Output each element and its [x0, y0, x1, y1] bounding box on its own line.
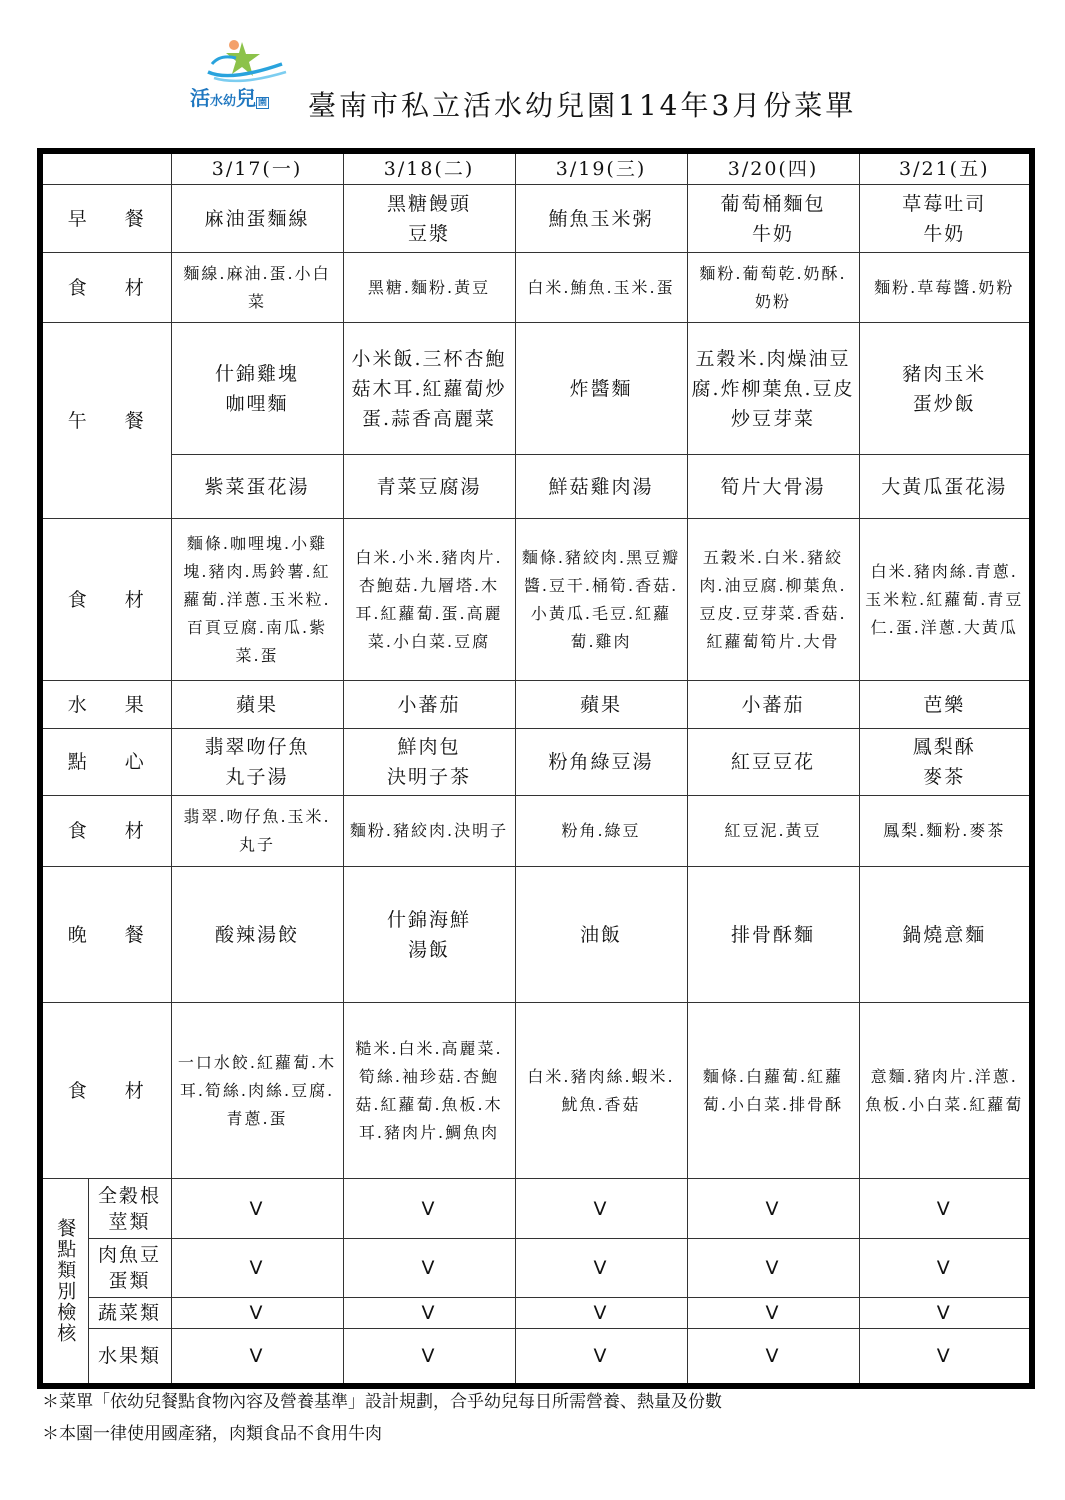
lunch-dish	[515, 323, 687, 455]
label-char: 食	[67, 276, 89, 299]
lunch-soup	[687, 455, 859, 519]
breakfast-dish	[171, 185, 343, 253]
ingredient-cell-text: 鳳梨.麵粉.麥茶	[883, 821, 1006, 840]
check-cell	[687, 1239, 859, 1298]
row-label-breakfast	[40, 185, 171, 253]
category-label	[88, 1179, 171, 1239]
category-label	[88, 1298, 171, 1329]
check-row	[40, 1179, 1032, 1239]
check-cell	[859, 1298, 1032, 1329]
label-char: 水	[67, 693, 89, 716]
ingredient-cell-text: 白米.小米.豬肉片.杏鮑菇.九層塔.木耳.紅蘿蔔.蛋.高麗菜.小白菜.豆腐	[355, 547, 503, 651]
dinner-dish-text: 排骨酥麵	[730, 923, 815, 946]
ingredient-cell	[859, 1003, 1032, 1179]
lunch-soup	[171, 455, 343, 519]
breakfast-dish	[687, 185, 859, 253]
footnotes	[42, 1386, 722, 1450]
breakfast-dish-text: 草莓吐司 牛奶	[902, 192, 987, 245]
fruit-cell	[859, 681, 1032, 729]
label-char: 晚	[67, 923, 89, 946]
ingredient-cell	[859, 796, 1032, 867]
ingredient-cell-text: 白米.豬肉絲.蝦米.魷魚.香菇	[527, 1066, 675, 1114]
fruit-cell	[515, 681, 687, 729]
dinner-dish-text: 油飯	[579, 923, 622, 946]
row-label-ingredients	[40, 1003, 171, 1179]
snack-dish	[687, 729, 859, 796]
ingredient-cell-text: 黑糖.麵粉.黃豆	[367, 277, 491, 297]
footnote: ＊本園一律使用國產豬，肉類食品不食用牛肉	[42, 1424, 382, 1444]
breakfast-dish	[859, 185, 1032, 253]
check-cell	[171, 1239, 343, 1298]
lunch-soup-text: 大黃瓜蛋花湯	[881, 475, 1008, 498]
category-text: 肉魚豆蛋類	[97, 1244, 161, 1292]
check-mark-icon: V	[936, 1257, 952, 1279]
day-header	[515, 151, 687, 185]
fruit-cell	[687, 681, 859, 729]
fruit-cell-text: 小蕃茄	[741, 693, 805, 716]
logo-char: 活	[190, 86, 210, 110]
lunch-soup	[343, 455, 515, 519]
ingredient-cell-text: 翡翠.吻仔魚.玉米.丸子	[183, 807, 331, 854]
dinner-dish	[171, 867, 343, 1003]
ingredient-cell	[515, 1003, 687, 1179]
row-label-ingredients	[40, 253, 171, 323]
check-mark-icon: V	[249, 1257, 265, 1279]
ingredient-cell-text: 麵粉.葡萄乾.奶酥.奶粉	[699, 263, 847, 311]
ingredient-cell	[687, 1003, 859, 1179]
check-mark-icon: V	[765, 1302, 781, 1324]
ingredient-cell-text: 麵粉.草莓醬.奶粉	[874, 277, 1015, 297]
logo-star-wave-icon	[190, 38, 300, 84]
label-char: 材	[124, 276, 146, 299]
check-mark-icon: V	[421, 1344, 437, 1367]
ingredient-cell	[687, 796, 859, 867]
check-row	[40, 1329, 1032, 1386]
label-char: 食	[67, 820, 89, 842]
day-header	[343, 151, 515, 185]
ingredient-cell-text: 麵條.白蘿蔔.紅蘿蔔.小白菜.排骨酥	[702, 1066, 844, 1114]
check-mark-icon: V	[421, 1257, 437, 1279]
day-header	[859, 151, 1032, 185]
row-label-ingredients	[40, 796, 171, 867]
snack-dish	[515, 729, 687, 796]
check-group-label	[40, 1179, 88, 1386]
day-label: 3/21(五)	[899, 158, 990, 180]
check-cell	[687, 1179, 859, 1239]
date-header-row	[40, 151, 1032, 185]
fruit-cell-text: 芭樂	[923, 693, 966, 716]
fruit-cell	[171, 681, 343, 729]
label-char: 餐	[124, 207, 146, 230]
day-header	[171, 151, 343, 185]
day-label: 3/20(四)	[727, 158, 819, 180]
dinner-dish	[515, 867, 687, 1003]
check-row	[40, 1298, 1032, 1329]
lunch-soup-row	[40, 455, 1032, 519]
check-mark-icon: V	[936, 1197, 952, 1220]
snack-dish-text: 鳳梨酥 麥茶	[912, 736, 976, 788]
ingredient-cell-text: 白米.豬肉絲.青蔥.玉米粒.紅蘿蔔.青豆仁.蛋.洋蔥.大黃瓜	[865, 561, 1024, 637]
breakfast-dish-text: 麻油蛋麵線	[204, 207, 310, 230]
page-header	[0, 0, 1065, 140]
menu-table	[37, 148, 1035, 1389]
page-title: 臺南市私立活水幼兒園114年3月份菜單	[308, 89, 857, 122]
dinner-dish	[343, 867, 515, 1003]
logo-char: 兒	[236, 86, 257, 110]
check-mark-icon: V	[593, 1344, 609, 1367]
check-mark-icon: V	[936, 1302, 952, 1324]
label-char: 食	[67, 1079, 89, 1102]
category-text: 全穀根莖類	[97, 1184, 161, 1233]
breakfast-ingredients-row	[40, 253, 1032, 323]
ingredient-cell	[515, 796, 687, 867]
dinner-dish	[687, 867, 859, 1003]
snack-ingredients-row	[40, 796, 1032, 867]
lunch-main-row	[40, 323, 1032, 455]
category-text: 蔬菜類	[97, 1302, 161, 1324]
check-mark-icon: V	[593, 1257, 609, 1279]
label-char: 餐	[124, 409, 146, 432]
ingredient-cell	[515, 253, 687, 323]
fruit-cell-text: 蘋果	[579, 693, 622, 716]
dinner-dish	[859, 867, 1032, 1003]
ingredient-cell	[171, 519, 343, 681]
ingredient-cell-text: 白米.鮪魚.玉米.蛋	[527, 277, 675, 297]
check-cell	[343, 1179, 515, 1239]
lunch-soup-text: 青菜豆腐湯	[376, 475, 482, 498]
category-text: 水果類	[97, 1344, 161, 1367]
lunch-dish	[171, 323, 343, 455]
check-cell	[343, 1329, 515, 1386]
breakfast-dish	[515, 185, 687, 253]
label-char: 點	[67, 751, 89, 773]
ingredient-cell-text: 一口水餃.紅蘿蔔.木耳.筍絲.肉絲.豆腐.青蔥.蛋	[177, 1052, 337, 1128]
check-mark-icon: V	[421, 1197, 437, 1220]
check-cell	[515, 1298, 687, 1329]
day-label: 3/19(三)	[555, 158, 647, 180]
row-label-snack	[40, 729, 171, 796]
label-char: 材	[124, 1079, 146, 1102]
snack-dish-text: 鮮肉包 決明子茶	[386, 736, 471, 788]
lunch-soup	[515, 455, 687, 519]
check-cell	[687, 1329, 859, 1386]
ingredient-cell	[687, 253, 859, 323]
ingredient-cell-text: 意麵.豬肉片.洋蔥.魚板.小白菜.紅蘿蔔	[865, 1066, 1024, 1114]
check-cell	[343, 1239, 515, 1298]
school-logo	[190, 38, 300, 113]
snack-row	[40, 729, 1032, 796]
check-cell	[171, 1179, 343, 1239]
lunch-dish-text: 豬肉玉米 蛋炒飯	[902, 362, 987, 415]
check-row	[40, 1239, 1032, 1298]
ingredient-cell	[859, 519, 1032, 681]
ingredient-cell-text: 麵條.豬絞肉.黑豆瓣醬.豆干.桶筍.香菇.小黃瓜.毛豆.紅蘿蔔.雞肉	[521, 547, 681, 651]
snack-dish-text: 粉角綠豆湯	[548, 751, 654, 773]
category-label	[88, 1239, 171, 1298]
breakfast-dish-text: 鮪魚玉米粥	[548, 207, 654, 230]
snack-dish	[343, 729, 515, 796]
label-char: 材	[124, 588, 146, 611]
ingredient-cell	[343, 796, 515, 867]
ingredient-cell-text: 五穀米.白米.豬絞肉.油豆腐.柳葉魚.豆皮.豆芽菜.香菇.紅蘿蔔筍片.大骨	[699, 547, 847, 651]
ingredient-cell	[687, 519, 859, 681]
lunch-dish-text: 小米飯.三杯杏鮑菇木耳.紅蘿蔔炒蛋.蒜香高麗菜	[351, 347, 507, 430]
dinner-ingredients-row	[40, 1003, 1032, 1179]
lunch-dish	[859, 323, 1032, 455]
row-label-lunch	[40, 323, 171, 519]
ingredient-cell	[515, 519, 687, 681]
check-cell	[515, 1179, 687, 1239]
category-label	[88, 1329, 171, 1386]
snack-dish	[859, 729, 1032, 796]
check-cell	[515, 1239, 687, 1298]
ingredient-cell	[171, 796, 343, 867]
ingredient-cell-text: 糙米.白米.高麗菜.筍絲.袖珍菇.杏鮑菇.紅蘿蔔.魚板.木耳.豬肉片.鯛魚肉	[355, 1038, 503, 1142]
dinner-row	[40, 867, 1032, 1003]
label-char: 早	[67, 207, 89, 230]
ingredient-cell	[859, 253, 1032, 323]
row-label-dinner	[40, 867, 171, 1003]
check-cell	[343, 1298, 515, 1329]
ingredient-cell	[343, 519, 515, 681]
label-char: 果	[124, 693, 146, 716]
check-cell	[859, 1179, 1032, 1239]
check-mark-icon: V	[765, 1344, 781, 1367]
check-mark-icon: V	[421, 1302, 437, 1324]
ingredient-cell-text: 麵線.麻油.蛋.小白菜	[183, 263, 331, 311]
day-label: 3/17(一)	[211, 158, 303, 180]
logo-char: 幼	[223, 94, 237, 109]
label-char: 材	[124, 820, 146, 842]
check-cell	[687, 1298, 859, 1329]
logo-char: 園	[258, 98, 268, 108]
corner-cell	[40, 151, 171, 185]
check-mark-icon: V	[936, 1344, 952, 1367]
ingredient-cell	[171, 253, 343, 323]
fruit-cell-text: 蘋果	[235, 693, 278, 716]
fruit-cell-text: 小蕃茄	[397, 693, 461, 716]
ingredient-cell-text: 麵條.咖哩塊.小雞塊.豬肉.馬鈴薯.紅蘿蔔.洋蔥.玉米粒.百頁豆腐.南瓜.紫菜.蛋	[183, 533, 331, 665]
ingredient-cell-text: 粉角.綠豆	[561, 821, 641, 840]
lunch-dish	[343, 323, 515, 455]
check-cell	[171, 1329, 343, 1386]
check-mark-icon: V	[249, 1344, 265, 1367]
lunch-dish-text: 五穀米.肉燥油豆腐.炸柳葉魚.豆皮炒豆芽菜	[691, 347, 855, 430]
dinner-dish-text: 鍋燒意麵	[902, 923, 987, 946]
check-mark-icon: V	[249, 1197, 265, 1220]
lunch-soup-text: 紫菜蛋花湯	[204, 475, 310, 498]
row-label-fruit	[40, 681, 171, 729]
ingredient-cell-text: 紅豆泥.黃豆	[724, 821, 822, 840]
check-mark-icon: V	[765, 1257, 781, 1279]
breakfast-dish-text: 黑糖饅頭 豆漿	[386, 192, 471, 245]
logo-text	[190, 82, 269, 111]
day-header	[687, 151, 859, 185]
lunch-soup-text: 筍片大骨湯	[720, 475, 826, 498]
check-cell	[859, 1239, 1032, 1298]
lunch-soup	[859, 455, 1032, 519]
check-mark-icon: V	[593, 1302, 609, 1324]
lunch-ingredients-row	[40, 519, 1032, 681]
check-cell	[859, 1329, 1032, 1386]
check-cell	[515, 1329, 687, 1386]
lunch-dish-text: 炸醬麵	[569, 377, 633, 400]
breakfast-dish-text: 葡萄桶麵包 牛奶	[720, 192, 826, 245]
label-char: 食	[67, 588, 89, 611]
check-mark-icon: V	[765, 1197, 781, 1220]
label-char: 午	[67, 409, 89, 432]
ingredient-cell	[171, 1003, 343, 1179]
logo-char: 水	[210, 94, 224, 109]
footnote: ＊菜單「依幼兒餐點食物內容及營養基準」設計規劃，合乎幼兒每日所需營養、熱量及份數	[42, 1392, 722, 1412]
ingredient-cell	[343, 1003, 515, 1179]
row-label-ingredients	[40, 519, 171, 681]
check-cell	[171, 1298, 343, 1329]
snack-dish	[171, 729, 343, 796]
check-mark-icon: V	[593, 1197, 609, 1220]
check-group-text: 餐點類別檢核	[54, 1217, 77, 1344]
lunch-dish	[687, 323, 859, 455]
snack-dish-text: 翡翠吻仔魚 丸子湯	[204, 736, 310, 788]
lunch-dish-text: 什錦雞塊 咖哩麵	[214, 362, 299, 415]
label-char: 餐	[124, 923, 146, 946]
label-char: 心	[124, 751, 146, 773]
snack-dish-text: 紅豆豆花	[730, 751, 815, 773]
ingredient-cell-text: 麵粉.豬絞肉.決明子	[349, 821, 509, 840]
fruit-cell	[343, 681, 515, 729]
dinner-dish-text: 什錦海鮮 湯飯	[386, 908, 471, 961]
lunch-soup-text: 鮮菇雞肉湯	[548, 475, 654, 498]
breakfast-row	[40, 185, 1032, 253]
dinner-dish-text: 酸辣湯餃	[214, 923, 299, 946]
breakfast-dish	[343, 185, 515, 253]
fruit-row	[40, 681, 1032, 729]
check-mark-icon: V	[249, 1302, 265, 1324]
day-label: 3/18(二)	[383, 158, 475, 180]
ingredient-cell	[343, 253, 515, 323]
